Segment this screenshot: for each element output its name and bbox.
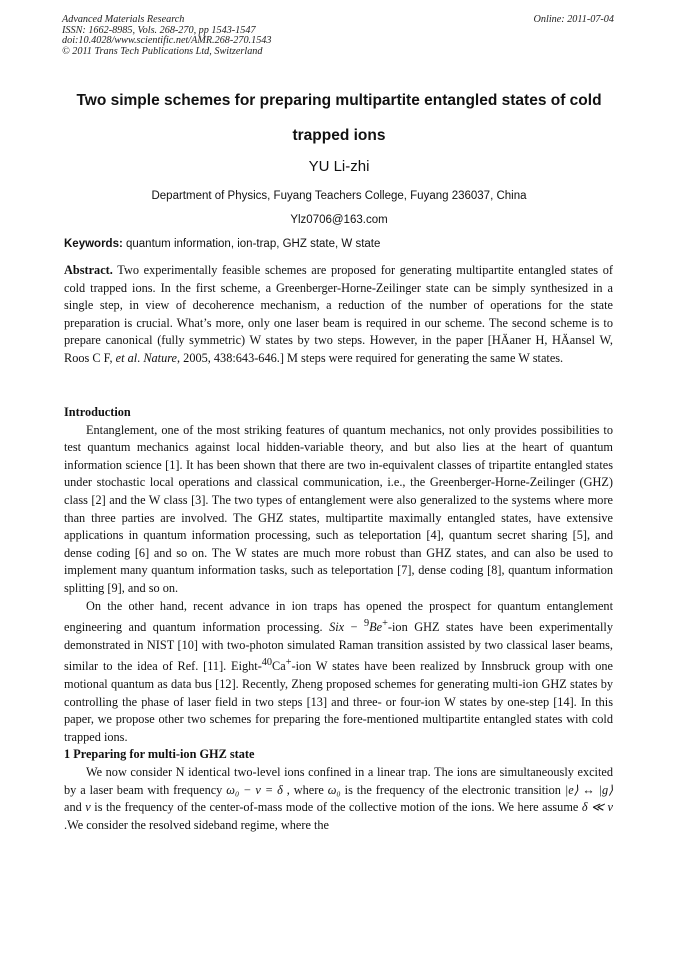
affiliation: Department of Physics, Fuyang Teachers College, Fuyang 236037, China	[151, 190, 527, 202]
journal-name: Advanced Materials Research	[62, 14, 185, 25]
keywords	[64, 238, 380, 250]
introduction-section	[64, 404, 613, 834]
author-email: Ylz0706@163.com	[290, 214, 388, 226]
ca-charge: +	[285, 657, 292, 669]
section-1-paragraph: We now consider N identical two-level ions confined in a linear trap. The ions are simultaneously excited by a laser beam with frequency ω₀ − ν = δ , where ω₀ is the frequency of the electronic transition |e⟩ ↔ |g⟩ and ν is the frequency of the center-of-mass mode of the collective motion of the ions. We here assume δ ≪ ν .We consider the resolved sideband regime, where the	[64, 765, 613, 832]
author-name: YU Li-zhi	[308, 158, 370, 175]
math-six: Six	[329, 620, 345, 635]
equation-transition: |e⟩ ↔ |g⟩	[564, 782, 613, 797]
paper-title-line1: Two simple schemes for preparing multipartite entangled states of cold	[76, 92, 602, 109]
journal-header	[62, 15, 271, 57]
section-1-heading: 1 Preparing for multi-ion GHZ state	[64, 747, 255, 762]
ca-mass-number: 40	[261, 657, 273, 669]
keywords-text: quantum information, ion-trap, GHZ state, W state	[122, 238, 381, 250]
doi-line: doi:10.4028/www.scientific.net/AMR.268-270.1543	[62, 35, 272, 47]
equation-assumption: δ ≪ ν	[581, 800, 613, 815]
intro-paragraph-1: Entanglement, one of the most striking features of quantum mechanics, not only provides possibilities to test quantum mechanics against local hidden-variable theory, and but also lies at the heart of quantum information science [1]. It has been shown that there are two in-equivalent classes of tripartite entangled states under stochastic local operations and classical communication, i.e., the Greenberger-Horne-Zeilinger (GHZ) class [2] and the W class [3]. The two types of entanglement were also generalized to the systems where more than three parties are involved. The GHZ states, multipartite maximally entangled states, have extensive applications in quantum information processing, such as teleportation [4], quantum secret sharing [5], and dense coding [6] and so on. The W states are much more robust than GHZ states, and can also be used to implement many quantum information tasks, such as teleportation [7], dense coding [8], quantum information splitting [9], and so on.	[64, 422, 613, 595]
issn-line: ISSN: 1662-8985, Vols. 268-270, pp 1543-1547	[62, 24, 256, 36]
keywords-label: Keywords:	[64, 238, 123, 250]
abstract	[64, 262, 613, 368]
paper-title-line2: trapped ions	[292, 127, 386, 144]
online-date: Online: 2011-07-04	[533, 14, 614, 25]
introduction-heading: Introduction	[64, 405, 131, 419]
equation-detuning: ω₀ − ν = δ	[226, 782, 283, 797]
equation-omega0: ω₀	[327, 782, 341, 797]
abstract-label: Abstract.	[64, 263, 113, 277]
be-mass-number: 9	[364, 618, 370, 630]
equation-nu: ν	[85, 800, 91, 815]
abstract-text-b: .	[137, 350, 144, 365]
copyright-line: © 2011 Trans Tech Publications Ltd, Switzerland	[62, 45, 263, 57]
abstract-nature: Nature	[143, 350, 178, 365]
be-charge: +	[382, 618, 388, 630]
abstract-etal: et al	[115, 350, 138, 365]
intro-paragraph-2: On the other hand, recent advance in ion traps has opened the prospect for quantum entanglement engineering and quantum information processing. Six − $^9$Be+-ion GHZ states have been experimentally demonstrated in NIST [10] with two-photon simulated Raman transition assisted by two classical laser beams, similar to the idea of Ref. [11]. Eight-$^{40}$Ca+-ion W states have been realized by Innsbruck group with one motional quantum as data bus [12]. Recently, Zheng proposed schemes for generating multi-ion GHZ states by controlling the phase of laser field in two steps [13] and three- or four-ion W states by one-step [14]. In this paper, we propose other two schemes for preparing the fore-mentioned multipartite entangled states with cold trapped ions.	[64, 598, 613, 744]
ca-symbol: Ca	[272, 659, 286, 674]
abstract-text-a: Two experimentally feasible schemes are proposed for generating multipartite entangled states of cold trapped ions. In the first scheme, a Greenberger-Horne-Zeilinger state can be simply synthesized in a single step, in view of decoherence mechanism, a reduction of the number of operations for the state preparation is crucial. What’s more, only one laser beam is required in our scheme. The second scheme is to prepare canonical (fully symmetric) W states by two steps. However, in the paper [HÄaner H, HÄansel W, Roos C F,	[64, 263, 613, 365]
math-be: Be	[369, 620, 383, 635]
abstract-text-c: , 2005, 438:643-646.] M steps were required for generating the same W states.	[177, 350, 564, 365]
